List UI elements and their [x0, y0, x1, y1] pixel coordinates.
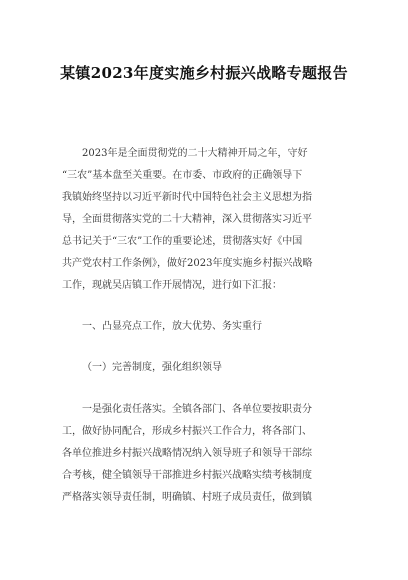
paragraph-line: 工作，现就吴店镇工作开展情况，进行如下汇报：	[62, 280, 282, 291]
paragraph-line: 共产党农村工作条例》，做好2023年度实施乡村振兴战略	[62, 258, 313, 269]
section-heading-text: 一、凸显亮点工作，放大优势、务实重行	[82, 321, 262, 332]
paragraph-line: 总书记关于“三农”工作的重要论述，贯彻落实好《中国	[62, 236, 303, 247]
subsection-heading-text: （一）完善制度，强化组织领导	[82, 362, 222, 373]
paragraph-line: 各单位推进乡村振兴战略情况纳入领导班子和领导干部综	[62, 448, 312, 459]
paragraph-line: 我镇始终坚持以习近平新时代中国特色社会主义思想为指	[62, 192, 312, 203]
section-heading	[62, 316, 346, 338]
subsection-heading	[62, 357, 346, 379]
document-title: 某镇2023年度实施乡村振兴战略专题报告	[60, 64, 348, 82]
paragraph-line: 合考核，健全镇领导干部推进乡村振兴战略实绩考核制度	[62, 470, 312, 481]
paragraph-line: “三农”基本盘至关重要。在市委、市政府的正确领导下	[62, 170, 303, 181]
paragraph-line: 工，做好协同配合，形成乡村振兴工作合力，将各部门、	[62, 426, 312, 437]
paragraph-line: 导，全面贯彻落实党的二十大精神，深入贯彻落实习近平	[62, 214, 312, 225]
intro-paragraph	[62, 143, 346, 297]
paragraph-line: 2023年是全面贯彻党的二十大精神开局之年，守好	[82, 148, 308, 159]
paragraph-line: 严格落实领导责任制，明确镇、村班子成员责任，做到镇	[62, 492, 312, 503]
body-paragraph	[62, 399, 346, 509]
paragraph-line: 一是强化责任落实。全镇各部门、各单位要按职责分	[82, 404, 312, 415]
